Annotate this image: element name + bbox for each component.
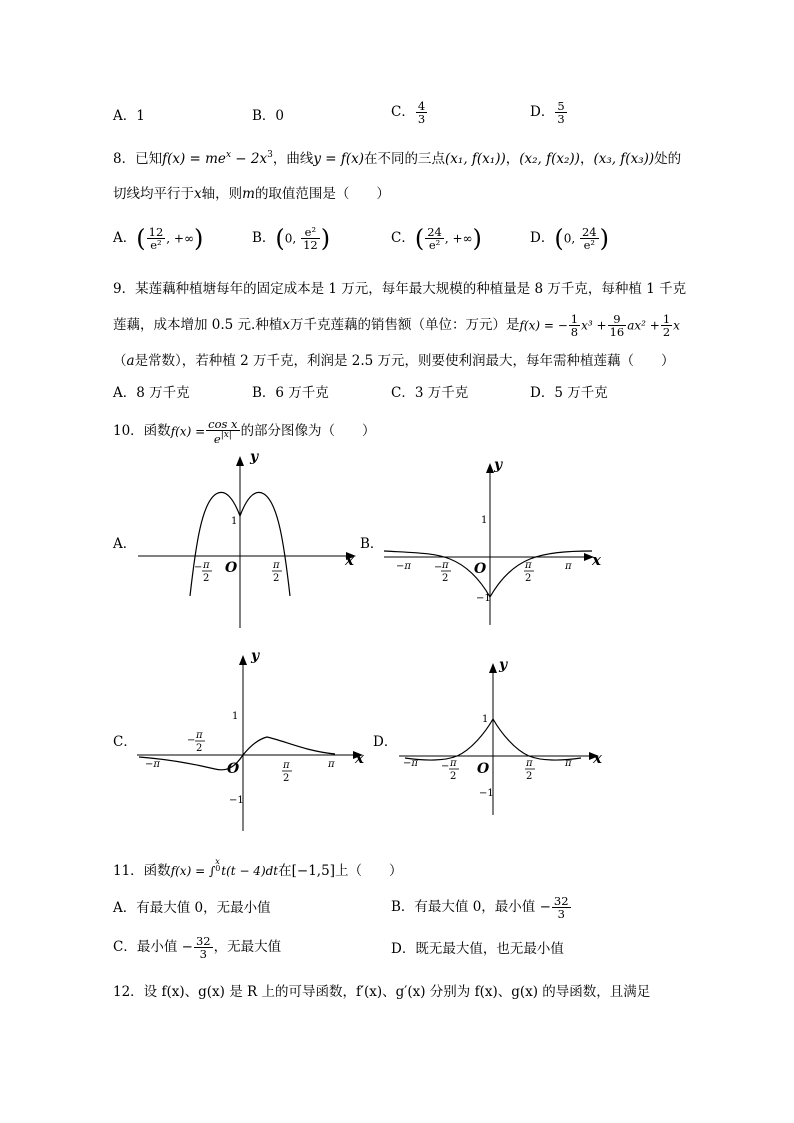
- tick-neg-half-pi-num: π: [196, 730, 203, 741]
- tick-1: 1: [481, 515, 488, 526]
- q8-stem-line1: 8．已知$f(x) = me^x - 2x^3$，曲线y = f(x)在不同的三点(x₁, f(x₁))，(x₂, f(x₂))，(x₃, f(x₃))处的: [113, 150, 682, 167]
- tick-neg-1: −1: [229, 795, 244, 806]
- q8-option-d: D．(0, $\frac{24}{\text{e²}}$ ): [530, 224, 609, 253]
- origin-label: O: [227, 761, 240, 777]
- tick-neg-1: −1: [476, 593, 491, 604]
- tick-neg-1: −1: [479, 788, 494, 799]
- q9-option-b: B．6 万千克: [252, 385, 329, 401]
- q11-stem: 11．函数f(x) = ∫ x 0 t(t − 4)dt在[−1,5]上（ ）: [113, 857, 403, 880]
- tick-neg-sign: −: [434, 562, 443, 573]
- q7-option-c: C． $\frac{4}{3}$: [391, 99, 426, 127]
- q9-option-a: A．8 万千克: [113, 385, 190, 401]
- tick-half-pi-den: 2: [273, 573, 280, 584]
- tick-half-pi-den: 2: [283, 773, 290, 784]
- tick-neg-half-pi-num: π: [450, 758, 457, 769]
- q8-option-c: C．( $\frac{24}{\text{e²}}$ , +∞): [391, 224, 482, 253]
- origin-label: O: [225, 560, 238, 576]
- tick-half-pi-num: π: [526, 758, 533, 769]
- tick-neg-half-pi-num: π: [203, 560, 210, 571]
- tick-pi: π: [565, 758, 572, 769]
- tick-pi: π: [328, 759, 335, 770]
- x-label: x: [345, 551, 354, 569]
- q12-stem: 12．设 f(x)、g(x) 是 R 上的可导函数，f′(x)、g′(x) 分别为 f(x)、g(x) 的导函数，且满足: [113, 984, 651, 1000]
- q8-option-a: A．( $\frac{12}{\text{e²}}$ , +∞): [113, 224, 204, 253]
- tick-pi: π: [565, 561, 572, 572]
- y-axis-arrow-icon: [236, 456, 244, 466]
- tick-neg-sign: −: [194, 562, 203, 573]
- graph-label-a: A．: [113, 536, 137, 552]
- tick-neg-half-pi-den: 2: [196, 743, 203, 754]
- graph-label-d: D．: [373, 734, 398, 750]
- x-label: x: [592, 551, 601, 569]
- q7-option-b: B．0: [252, 108, 285, 124]
- q9-stem-line3: （a是常数），若种植 2 万千克，利润是 2.5 万元，则要使利润最大，每年需种植莲藕（ ）: [113, 353, 675, 369]
- tick-half-pi-num: π: [283, 760, 290, 771]
- tick-neg-pi: −π: [396, 561, 411, 572]
- x-label: x: [593, 749, 602, 767]
- tick-1: 1: [231, 516, 238, 527]
- tick-neg-sign: −: [441, 761, 450, 772]
- graph-b: [380, 455, 610, 630]
- graph-a: [130, 448, 370, 633]
- q11-option-d: D．既无最大值，也无最小值: [391, 941, 564, 957]
- tick-half-pi-num: π: [273, 560, 280, 571]
- q9-stem-line2: 莲藕，成本增加 0.5 元.种植x万千克莲藕的销售额（单位：万元）是f(x) = − $\frac{1}{8}$ x³ + $\frac{9}{16}$ ax² + $\frac{1}{2}$ x: [113, 312, 680, 340]
- origin-label: O: [474, 561, 487, 577]
- q11-option-b: B．有最大值 0，最小值 − $\frac{32}{3}$: [391, 894, 569, 922]
- q7-option-d: D． $\frac{5}{3}$: [530, 99, 565, 127]
- x-label: x: [355, 749, 364, 767]
- y-axis-arrow-icon: [239, 655, 247, 665]
- tick-neg-pi: −π: [403, 758, 418, 769]
- y-axis-arrow-icon: [486, 463, 494, 473]
- q8-option-b: B．(0, $\frac{\text{e²}}{12}$ ): [252, 224, 331, 253]
- origin-label: O: [477, 761, 490, 777]
- graph-label-b: B．: [360, 536, 384, 552]
- q9-option-d: D．5 万千克: [530, 385, 608, 401]
- graph-d: [395, 655, 610, 825]
- q10-stem: 10．函数f(x) = $\frac{\text{cos x}}{e^{|x|}}$ 的部分图像为（ ）: [113, 417, 376, 447]
- curve-b: [384, 551, 592, 597]
- q9-stem-line1: 9．某莲藕种植塘每年的固定成本是 1 万元，每年最大规模的种植量是 8 万千克，每种植 1 千克: [113, 281, 687, 297]
- tick-neg-half-pi-den: 2: [442, 573, 449, 584]
- y-label: y: [494, 457, 503, 473]
- y-label: y: [251, 648, 260, 664]
- tick-half-pi-den: 2: [526, 771, 533, 782]
- graph-label-c: C．: [113, 734, 137, 750]
- tick-1: 1: [482, 714, 489, 725]
- tick-1: 1: [232, 711, 239, 722]
- y-label: y: [499, 657, 508, 673]
- q8-stem-line2: 切线均平行于x轴，则m的取值范围是（ ）: [113, 186, 390, 202]
- tick-neg-sign: −: [187, 735, 196, 746]
- tick-half-pi-num: π: [525, 560, 532, 571]
- q11-option-a: A．有最大值 0，无最小值: [113, 900, 271, 916]
- y-axis-arrow-icon: [489, 663, 497, 673]
- tick-neg-half-pi-den: 2: [450, 771, 457, 782]
- tick-neg-pi: −π: [145, 759, 160, 770]
- q9-option-c: C．3 万千克: [391, 385, 469, 401]
- q11-option-c: C．最小值 − $\frac{32}{3}$ ，无最大值: [113, 934, 282, 962]
- tick-neg-half-pi-den: 2: [203, 573, 210, 584]
- tick-half-pi-den: 2: [525, 573, 532, 584]
- q7-option-a: A．1: [113, 108, 145, 124]
- graph-c: [135, 645, 375, 835]
- tick-neg-half-pi-num: π: [442, 560, 449, 571]
- y-label: y: [250, 449, 259, 465]
